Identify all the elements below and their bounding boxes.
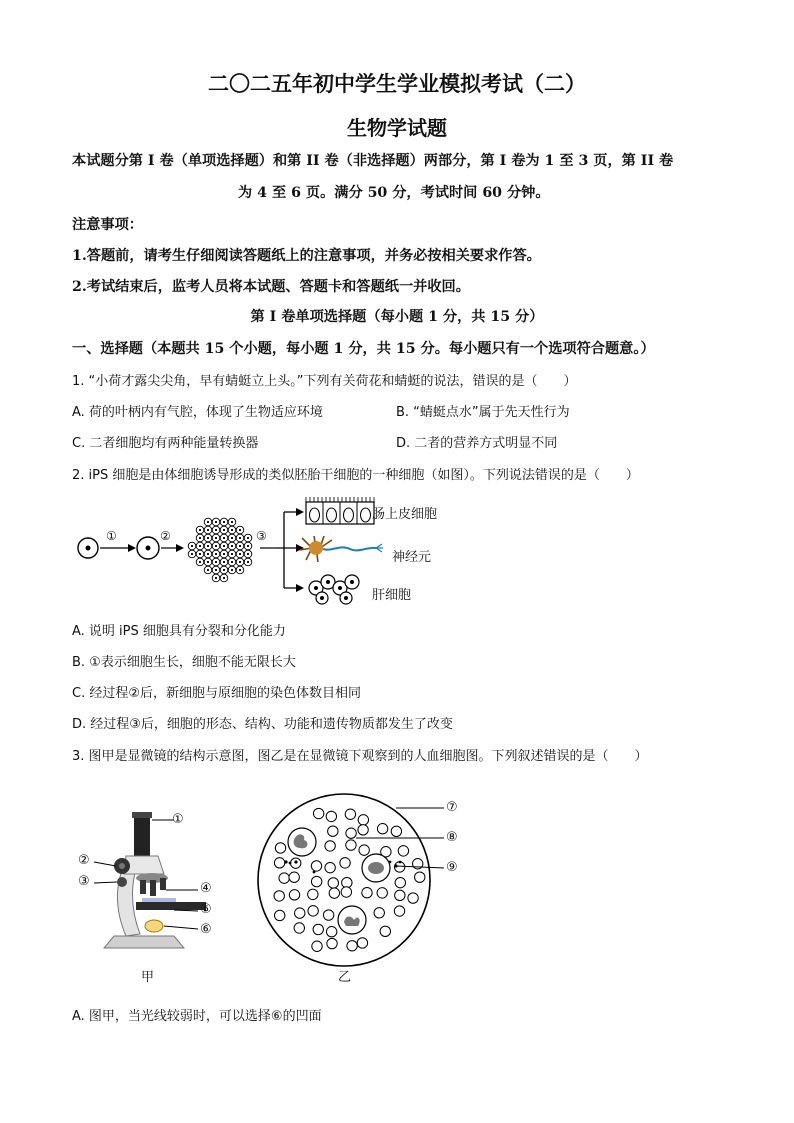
white-blood-cell [338, 906, 366, 934]
neuron-cell [300, 536, 383, 562]
q1-option-c: C. 二者细胞均有两种能量转换器 [72, 436, 259, 451]
q1-option-b: B. “蜻蜓点水”属于先天性行为 [396, 405, 570, 420]
red-blood-cell [377, 824, 387, 834]
red-blood-cell [329, 888, 339, 898]
red-blood-cell [357, 938, 367, 948]
red-blood-cell [311, 861, 321, 871]
label-4-objective: ④ [200, 881, 212, 896]
red-blood-cell [394, 906, 404, 916]
red-blood-cell [328, 826, 338, 836]
white-blood-cell [288, 828, 316, 856]
red-blood-cell [395, 890, 405, 900]
red-blood-cell [274, 858, 284, 868]
red-blood-cell [328, 878, 338, 888]
notes-item-1: 1.答题前，请考生仔细阅读答题纸上的注意事项，并务必按相关要求作答。 [72, 248, 541, 264]
figure-jia-label: 甲 [141, 970, 155, 985]
red-blood-cell [311, 876, 321, 886]
red-blood-cell [341, 887, 351, 897]
red-blood-cell [312, 941, 322, 951]
red-blood-cell [279, 873, 289, 883]
red-blood-cell [346, 828, 356, 838]
label-2-coarse-focus: ② [78, 853, 90, 868]
red-blood-cell [358, 825, 368, 835]
blood-smear-diagram [244, 786, 454, 970]
red-blood-cell [345, 809, 355, 819]
label-7-blood-cell: ⑦ [446, 800, 458, 815]
red-blood-cell [323, 910, 333, 920]
section-instruction: 一、选择题（本题共 15 个小题，每小题 1 分，共 15 分。每小题只有一个选项符合题意。） [72, 341, 655, 357]
label-8-blood-cell: ⑧ [446, 830, 458, 845]
intro-line-2: 为 4 至 6 页。满分 50 分，考试时间 60 分钟。 [238, 185, 550, 201]
red-blood-cell [275, 910, 285, 920]
red-blood-cell [275, 843, 285, 853]
q1-option-d: D. 二者的营养方式明显不同 [396, 436, 558, 451]
step-1-label: ① [106, 529, 117, 543]
red-blood-cell [274, 891, 284, 901]
red-blood-cell [391, 826, 401, 836]
red-blood-cell [408, 893, 418, 903]
red-blood-cell [398, 846, 408, 856]
red-blood-cell [289, 872, 299, 882]
section-title: 第 I 卷单项选择题（每小题 1 分，共 15 分） [250, 309, 544, 325]
q2-stem: 2. iPS 细胞是由体细胞诱导形成的类似胚胎干细胞的一种细胞（如图）。下列说法错误的是（ ） [72, 468, 639, 483]
q2-option-a: A. 说明 iPS 细胞具有分裂和分化能力 [72, 624, 286, 639]
q1-stem: 1. “小荷才露尖尖角，早有蜻蜓立上头。”下列有关荷花和蜻蜓的说法，错误的是（ ） [72, 374, 577, 389]
figure-yi-label: 乙 [338, 970, 352, 985]
red-blood-cell [294, 923, 304, 933]
label-6-mirror: ⑥ [200, 922, 212, 937]
label-9-blood-cell: ⑨ [446, 860, 458, 875]
red-blood-cell [359, 845, 369, 855]
q2-option-c: C. 经过程②后，新细胞与原细胞的染色体数目相同 [72, 686, 361, 701]
red-blood-cell [380, 926, 390, 936]
page-title: 二〇二五年初中学生学业模拟考试（二） [208, 71, 586, 96]
red-blood-cell [362, 887, 372, 897]
red-blood-cell [340, 858, 350, 868]
q3-stem: 3. 图甲是显微镜的结构示意图，图乙是在显微镜下观察到的人血细胞图。下列叙述错误的是（ ） [72, 749, 648, 764]
red-blood-cell [347, 941, 357, 951]
intro-line-1: 本试题分第 I 卷（单项选择题）和第 II 卷（非选择题）两部分，第 I 卷为 1 至 3 页，第 II 卷 [72, 153, 674, 169]
red-blood-cell [415, 872, 425, 882]
intestinal-epithelial-cells [306, 497, 374, 524]
label-3-fine-focus: ③ [78, 874, 90, 889]
red-blood-cell [358, 815, 368, 825]
q2-option-b: B. ①表示细胞生长，细胞不能无限长大 [72, 655, 296, 670]
red-blood-cell [308, 889, 318, 899]
intestinal-cell-label: 肠上皮细胞 [372, 507, 438, 522]
liver-cells [309, 575, 359, 604]
red-blood-cell [327, 938, 337, 948]
red-blood-cell [313, 924, 323, 934]
cell-cluster [188, 518, 252, 582]
red-blood-cell [325, 841, 335, 851]
red-blood-cell [326, 927, 336, 937]
q2-option-d: D. 经过程③后，细胞的形态、结构、功能和遗传物质都发生了改变 [72, 717, 453, 732]
label-5-stage: ⑤ [200, 902, 212, 917]
red-blood-cell [395, 877, 405, 887]
red-blood-cell [295, 908, 305, 918]
q1-option-a: A. 荷的叶柄内有气腔，体现了生物适应环境 [72, 405, 323, 420]
red-blood-cell [377, 888, 387, 898]
step-3-label: ③ [256, 529, 267, 543]
step-2-label: ② [160, 529, 171, 543]
red-blood-cell [374, 908, 384, 918]
page-subtitle: 生物学试题 [347, 116, 447, 140]
white-blood-cell [362, 854, 390, 882]
label-1-eyepiece: ① [172, 812, 184, 827]
notes-heading: 注意事项： [72, 217, 143, 233]
red-blood-cell [308, 906, 318, 916]
red-blood-cell [346, 840, 356, 850]
red-blood-cell [326, 811, 336, 821]
red-blood-cell [313, 808, 323, 818]
red-blood-cell [342, 877, 352, 887]
notes-item-2: 2.考试结束后，监考人员将本试题、答题卡和答题纸一并收回。 [72, 279, 470, 295]
liver-cell-label: 肝细胞 [372, 588, 412, 603]
q3-option-a: A. 图甲，当光线较弱时，可以选择⑥的凹面 [72, 1009, 322, 1024]
neuron-label: 神经元 [392, 550, 432, 565]
red-blood-cell [325, 862, 335, 872]
red-blood-cell [289, 890, 299, 900]
